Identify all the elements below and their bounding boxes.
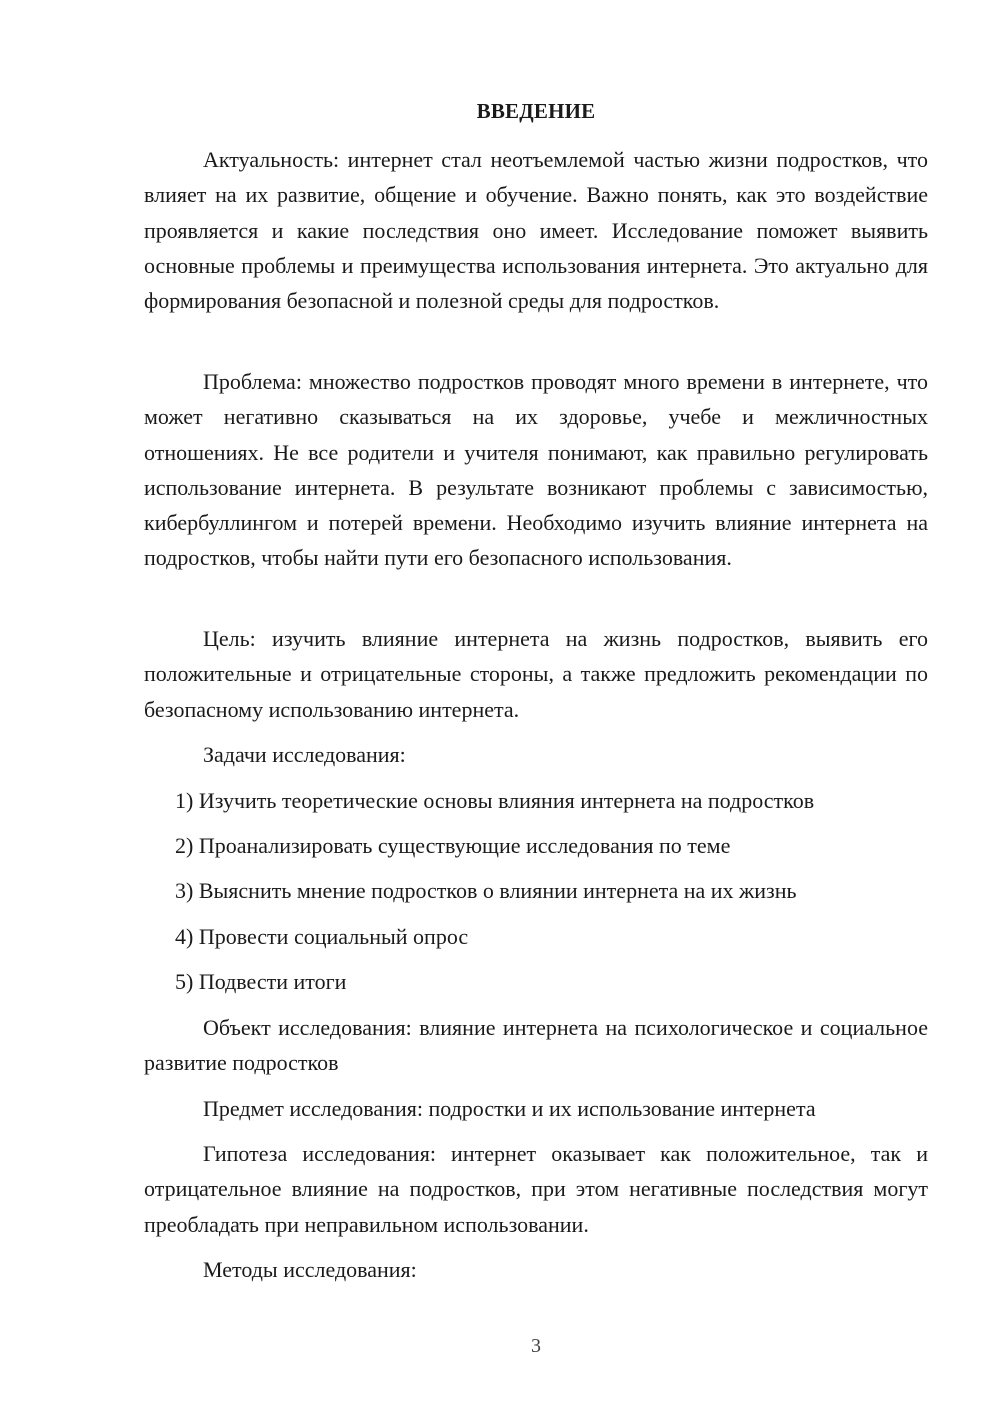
task-item: 4) Провести социальный опрос [175,924,469,949]
page-number: 3 [531,1335,541,1357]
goal-paragraph: Цель: изучить влияние интернета на жизнь подростков, выявить его положительные и отрицательные стороны, а также предложить рекомендации по безопасному использованию интернета. [144,626,928,722]
task-item: 3) Выяснить мнение подростков о влиянии интернета на их жизнь [175,878,797,903]
relevance-paragraph: Актуальность: интернет стал неотъемлемой частью жизни подростков, что влияет на их развитие, общение и обучение. Важно понять, как это воздействие проявляется и какие последствия оно имеет. Исследование поможет выявить основные проблемы и преимущества использования интернета. Это актуально для формирования безопасной и полезной среды для подростков. [144,147,928,314]
task-item: 1) Изучить теоретические основы влияния интернета на подростков [175,788,815,813]
methods-title: Методы исследования: [203,1257,417,1282]
problem-paragraph: Проблема: множество подростков проводят много времени в интернете, что может негативно сказываться на их здоровье, учебе и межличностных отношениях. Не все родители и учителя понимают, как правильно регулировать использование интернета. В результате возникают проблемы с зависимостью, кибербуллингом и потерей времени. Необходимо изучить влияние интернета на подростков, чтобы найти пути его безопасного использования. [144,369,928,571]
object-paragraph: Объект исследования: влияние интернета на психологическое и социальное развитие подростков [144,1015,928,1076]
tasks-title: Задачи исследования: [203,742,406,767]
task-item: 5) Подвести итоги [175,969,347,994]
subject-paragraph: Предмет исследования: подростки и их использование интернета [203,1096,816,1121]
task-item: 2) Проанализировать существующие исследования по теме [175,833,731,858]
hypothesis-paragraph: Гипотеза исследования: интернет оказывает как положительное, так и отрицательное влияние на подростков, при этом негативные последствия могут преобладать при неправильном использовании. [144,1141,928,1237]
page-title: ВВЕДЕНИЕ [476,99,596,123]
